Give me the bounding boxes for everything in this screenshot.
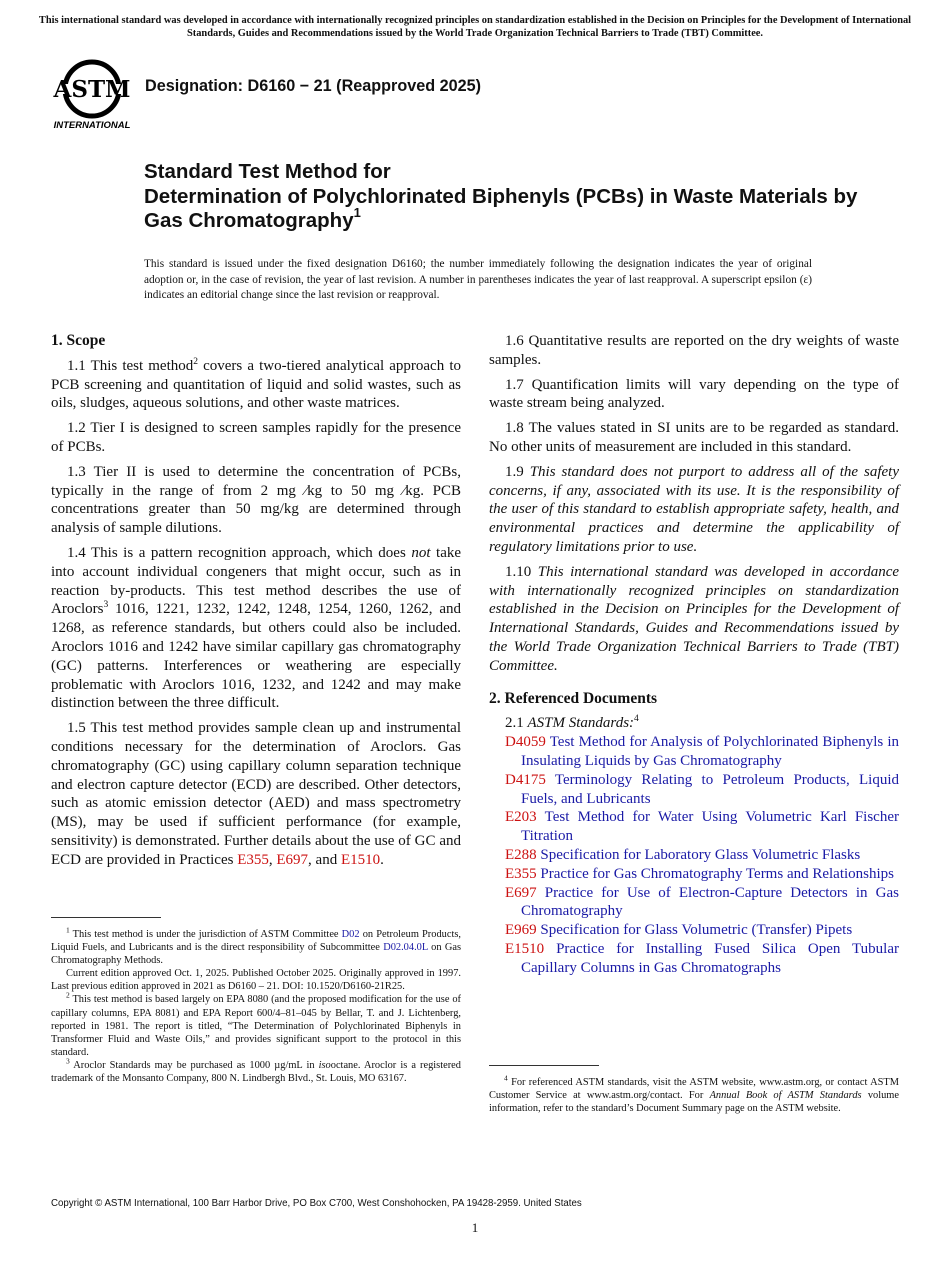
logo-text-international: INTERNATIONAL xyxy=(53,120,131,131)
link-e355[interactable]: E355 xyxy=(237,851,269,868)
section-2-heading: 2. Referenced Documents xyxy=(489,689,658,707)
reference-item[interactable] xyxy=(505,884,899,922)
ref-code: E355 xyxy=(505,865,537,882)
ref-title: Test Method for Water Using Volumetric Karl Fischer Titration xyxy=(521,809,899,845)
para-1-5: 1.5 This test method provides sample clean up and instrumental conditions necessary for the determination of Aroclors. Gas chromatography (GC) using capillary column separation technique and electron capture detector (ECD) are described. Other detectors, such as atomic emission detector (AED) and mass spectrometry (MS), may be used if sufficient performance (for example, sensitivity) is demonstrated. Further details about the use of GC and ECD are provided in Practices E355, E697, and E1510. xyxy=(51,720,461,868)
designation: Designation: D6160 − 21 (Reapproved 2025) xyxy=(145,77,482,95)
astm-standards-label: 2.1 ASTM Standards:$^4$ xyxy=(505,714,639,732)
ref-title: Specification for Glass Volumetric (Transfer) Pipets xyxy=(540,922,853,939)
astm-logo xyxy=(52,57,136,133)
link-e1510[interactable]: E1510 xyxy=(340,851,381,868)
footnote-1: $^1$ This test method is under the jurisdiction of ASTM Committee D02 on Petroleum Products, Liquid Fuels, and Lubricants and is the direct responsibility of Subcommittee D02.04.0L on Gas Chromatography Methods. xyxy=(51,925,461,967)
link-e697[interactable]: E697 xyxy=(276,851,309,868)
ref-title: Terminology Relating to Petroleum Products, Liquid Fuels, and Lubricants xyxy=(521,771,899,807)
footnote-ref-3[interactable]: 3 xyxy=(103,600,109,611)
link-d02[interactable]: D02 xyxy=(341,929,360,940)
page-number: 1 xyxy=(471,1220,479,1235)
ref-code: E288 xyxy=(505,846,537,863)
ref-code: E969 xyxy=(505,922,537,939)
footnote-ref-2[interactable]: 2 xyxy=(193,356,199,367)
footnote-divider xyxy=(489,1065,599,1066)
footnote-2: $^2$ This test method is based largely on EPA 8080 (and the proposed modification for the use of capillary columns, EPA 8081) and EPA Report 600/4–81–045 by Bellar, T. and J. Lichtenberg, reported in 1981. The report is titled, “The Determination of Polychlorinated Biphenyls in Transformer Fluid and Waste Oils,” and provides significant support to the protocol in this standard. xyxy=(51,991,461,1058)
footnote-1-edition: Current edition approved Oct. 1, 2025. Published October 2025. Originally approved in 1997. Last previous edition approved in 2021 as D6160 – 21. DOI: 10.1520/D6160-21R25. xyxy=(51,968,461,993)
copyright-notice: Copyright © ASTM International, 100 Barr Harbor Drive, PO Box C700, West Conshohocken, PA 19428-2959. United States xyxy=(51,1198,582,1209)
logo-text-astm: ASTM xyxy=(53,76,131,103)
para-1-6: 1.6 Quantitative results are reported on the dry weights of waste samples. xyxy=(489,333,899,368)
para-1-3: 1.3 Tier II is used to determine the concentration of PCBs, typically in the range of from 2 mg ⁄kg to 50 mg ⁄kg. PCB concentrations greater than 50 mg/kg are determined through analysis of sample dilutions. xyxy=(51,463,461,537)
para-1-2: 1.2 Tier I is designed to screen samples rapidly for the presence of PCBs. xyxy=(51,420,461,455)
ref-title: Practice for Installing Fused Silica Open Tubular Capillary Columns in Gas Chromatographs xyxy=(521,940,899,976)
para-1-8: 1.8 The values stated in SI units are to be regarded as standard. No other units of measurement are included in this standard. xyxy=(489,420,899,455)
para-1-1: 1.1 This test method$^2$ covers a two-tiered analytical approach to PCB screening and quantitation of liquid and solid wastes, such as oils, sludges, aqueous solutions, and other waste matrices. xyxy=(51,356,461,412)
title-line-1: Standard Test Method for xyxy=(144,160,391,183)
left-footnotes xyxy=(51,917,461,1085)
ref-title: Practice for Gas Chromatography Terms and Relationships xyxy=(540,865,895,882)
reference-item[interactable] xyxy=(505,940,899,978)
reference-item[interactable] xyxy=(505,733,899,771)
ref-code: D4175 xyxy=(505,771,546,788)
ref-code: E697 xyxy=(505,884,537,901)
title-footnote-ref[interactable]: 1 xyxy=(353,205,361,221)
issuance-statement: This standard is issued under the fixed designation D6160; the number immediately following the designation indicates the year of original adoption or, in the case of revision, the year of last revision. A number in parentheses indicates the year of last reapproval. A superscript epsilon (ε) indicates an editorial change since the last revision or reapproval. xyxy=(144,258,812,301)
para-1-9: 1.9 This standard does not purport to address all of the safety concerns, if any, associated with its use. It is the responsibility of the user of this standard to establish appropriate safety, health, and environmental practices and determine the applicability of regulatory limitations prior to use. xyxy=(489,463,900,555)
para-1-7: 1.7 Quantification limits will vary depending on the type of waste stream being analyzed. xyxy=(489,376,899,412)
footnote-3: $^3$ Aroclor Standards may be purchased as 1000 µg/mL in isooctane. Aroclor is a registered trademark of the Monsanto Company, 800 N. Lindbergh Blvd., St. Louis, MO 63167. xyxy=(51,1056,461,1085)
tbt-notice: This international standard was developed in accordance with internationally recognized principles on standardization established in the Decision on Principles for the Development of International Standards, Guides and Recommendations issued by the World Trade Organization Technical Barriers to Trade (TBT) Committee. xyxy=(38,15,912,39)
reference-item[interactable] xyxy=(505,808,899,846)
ref-title: Specification for Laboratory Glass Volumetric Flasks xyxy=(540,846,861,863)
reference-item[interactable] xyxy=(505,921,899,940)
footnote-divider xyxy=(51,917,161,918)
title-line-2: Determination of Polychlorinated Biphenyls (PCBs) in Waste Materials by Gas Chromatography$^1$ xyxy=(144,184,858,233)
reference-item[interactable] xyxy=(505,865,899,884)
para-1-4: 1.4 This is a pattern recognition approach, which does not take into account individual congeners that might occur, such as in reaction by-products. This test method describes the use of Aroclors$^3$ 1016, 1221, 1232, 1242, 1248, 1254, 1260, 1262, and 1268, as reference standards, but others could also be included. Aroclors 1016 and 1242 have similar capillary gas chromatography (GC) patterns. Interferences or weathering are especially problematic with Aroclors 1016, 1232, and 1242 and may make distinction between the three difficult. xyxy=(51,544,462,712)
link-d02-04-0l[interactable]: D02.04.0L xyxy=(383,942,428,954)
footnote-4: $^4$ For referenced ASTM standards, visit the ASTM website, www.astm.org, or contact ASTM Customer Service at www.astm.org/contact. For Annual Book of ASTM Standards volume information, refer to the standard’s Document Summary page on the ASTM website. xyxy=(489,1073,899,1115)
ref-title: Practice for Use of Electron-Capture Detectors in Gas Chromatography xyxy=(521,884,900,920)
reference-item[interactable] xyxy=(505,771,899,809)
document-title xyxy=(144,160,864,234)
section-1-heading: 1. Scope xyxy=(51,332,106,349)
footnote-ref-4[interactable]: 4 xyxy=(634,714,639,725)
reference-list xyxy=(489,733,899,977)
left-column xyxy=(51,332,461,876)
ref-title: Test Method for Analysis of Polychlorinated Biphenyls in Insulating Liquids by Gas Chromatography xyxy=(521,734,899,769)
para-1-10: 1.10 This international standard was developed in accordance with internationally recognized principles on standardization established in the Decision on Principles for the Development of International Standards, Guides and Recommendations issued by the World Trade Organization Technical Barriers to Trade (TBT) Committee. xyxy=(489,563,900,674)
right-footnotes xyxy=(489,1065,899,1115)
ref-code: D4059 xyxy=(505,734,546,751)
ref-code: E203 xyxy=(505,809,537,826)
reference-item[interactable] xyxy=(505,846,899,865)
ref-code: E1510 xyxy=(505,940,545,957)
astm-logo-icon xyxy=(52,57,136,133)
right-column xyxy=(489,332,899,978)
